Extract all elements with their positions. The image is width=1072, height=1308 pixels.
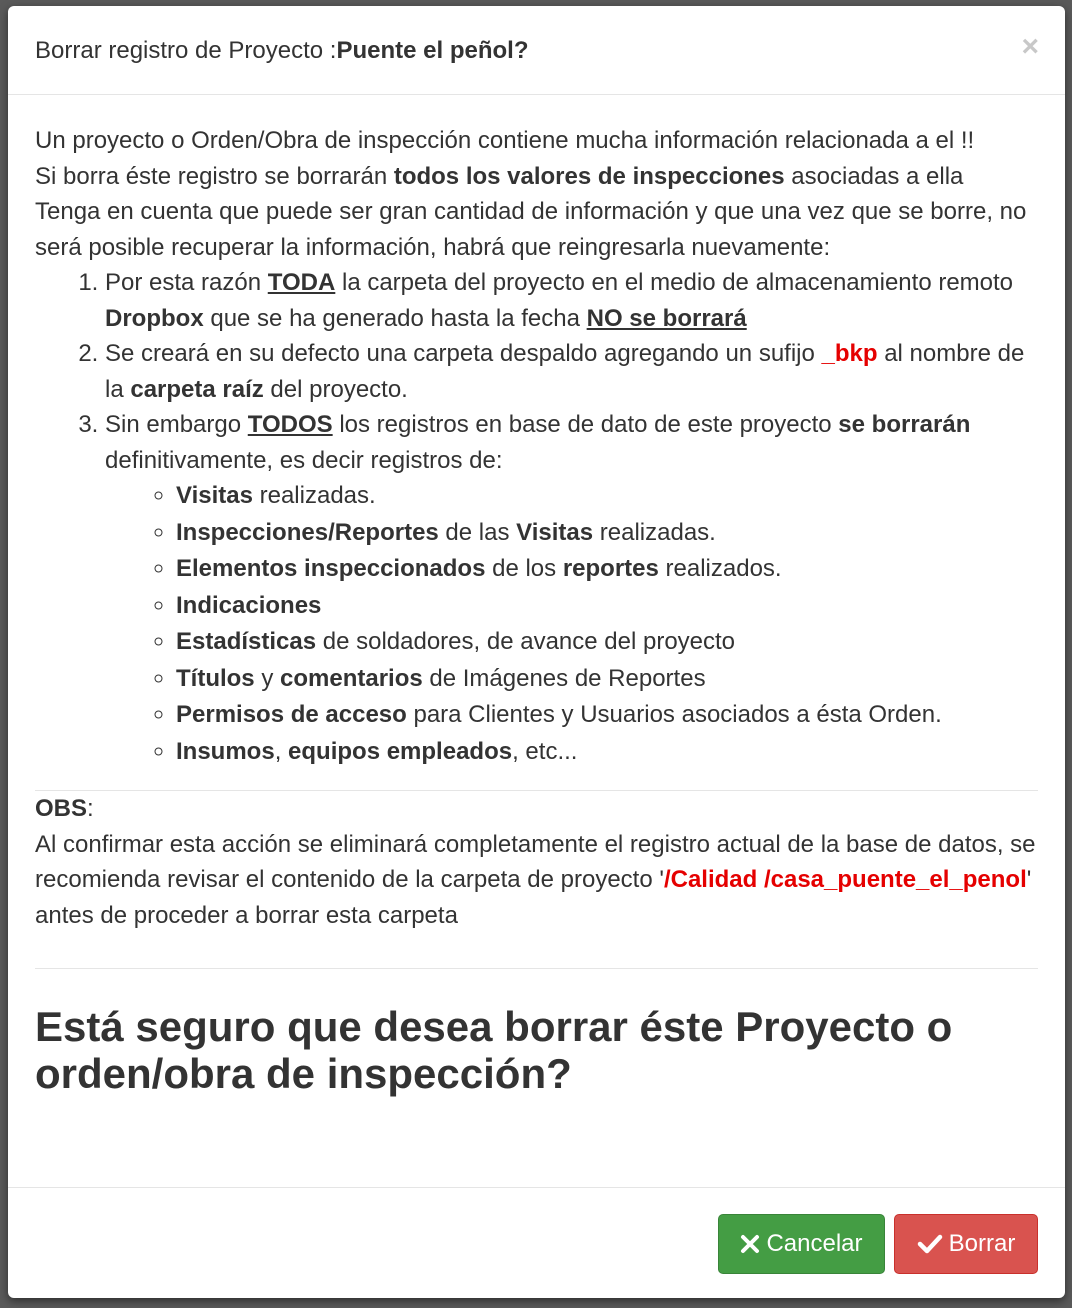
project-folder-path: /Calidad /casa_puente_el_penol — [663, 866, 1027, 893]
delete-project-modal — [8, 6, 1065, 1298]
cancel-button[interactable] — [718, 1214, 885, 1274]
close-icon: × — [1021, 30, 1039, 63]
project-name: Puente el peñol? — [336, 37, 529, 64]
deleted-records-list — [105, 478, 1038, 770]
list-item: ◦ Estadísticas de soldadores, de avance del proyecto — [176, 624, 1038, 661]
list-item: ◦ Visitas realizadas. — [176, 478, 1038, 515]
list-item: 1. Por esta razón TODA la carpeta del proyecto en el medio de almacenamiento remoto Dropbox que se ha generado hasta la fecha NO se borrará — [105, 265, 1038, 336]
list-item: ◦ Permisos de acceso para Clientes y Usuarios asociados a ésta Orden. — [176, 697, 1038, 734]
modal-footer — [8, 1187, 1065, 1298]
list-item: ◦ Insumos, equipos empleados, etc... — [176, 734, 1038, 771]
confirm-question: Está seguro que desea borrar éste Proyecto o orden/obra de inspección? — [35, 1003, 953, 1097]
title-prefix: Borrar registro de Proyecto : — [35, 37, 337, 64]
close-icon — [740, 1234, 760, 1254]
list-item: ◦ Indicaciones — [176, 588, 1038, 625]
list-item: 3. Sin embargo TODOS los registros en base de dato de este proyecto se borrarán definitivamente, es decir registros de: ◦ Visitas realizadas. ◦ Inspecciones/Reportes de las Visitas realizadas. ◦ Elementos inspeccionados de los reportes realizados. ◦ Indicaciones ◦ Estadísticas de soldadores, de avance del proyecto ◦ Títulos y comentarios de Imágenes de Reportes ◦ Permisos de acceso para Clientes y Usuarios asociados a ésta Orden. ◦ Insumos, equipos empleados, etc... — [105, 407, 1038, 770]
cancel-label: Cancelar — [766, 1230, 863, 1257]
modal-header — [8, 6, 1065, 95]
divider — [35, 968, 1038, 969]
delete-label: Borrar — [948, 1230, 1016, 1257]
modal-title — [35, 37, 528, 65]
modal-body — [8, 95, 1065, 1097]
consequence-list — [35, 265, 1038, 770]
obs-note: OBS: Al confirmar esta acción se eliminará completamente el registro actual de la base de datos, se recomienda revisar el contenido de la carpeta de proyecto '/Calidad /casa_puente_el_penol' antes de proceder a borrar esta carpeta — [35, 795, 1036, 929]
check-icon — [917, 1233, 943, 1255]
obs-label: OBS — [35, 795, 88, 822]
close-button[interactable] — [1021, 32, 1039, 62]
list-item: 2. Se creará en su defecto una carpeta despaldo agregando un sufijo _bkp al nombre de la carpeta raíz del proyecto. — [105, 336, 1038, 407]
delete-button[interactable] — [894, 1214, 1038, 1274]
intro-text: Un proyecto o Orden/Obra de inspección contiene mucha información relacionada a el !! Si borra éste registro se borrarán todos los valores de inspecciones asociadas a ella Tenga en cuenta que puede ser gran cantidad de información y que una vez que se borre, no será posible recuperar la información, habrá que reingresarla nuevamente: — [35, 127, 1027, 261]
list-item: ◦ Títulos y comentarios de Imágenes de Reportes — [176, 661, 1038, 698]
list-item: ◦ Elementos inspeccionados de los reportes realizados. — [176, 551, 1038, 588]
list-item: ◦ Inspecciones/Reportes de las Visitas realizadas. — [176, 515, 1038, 552]
